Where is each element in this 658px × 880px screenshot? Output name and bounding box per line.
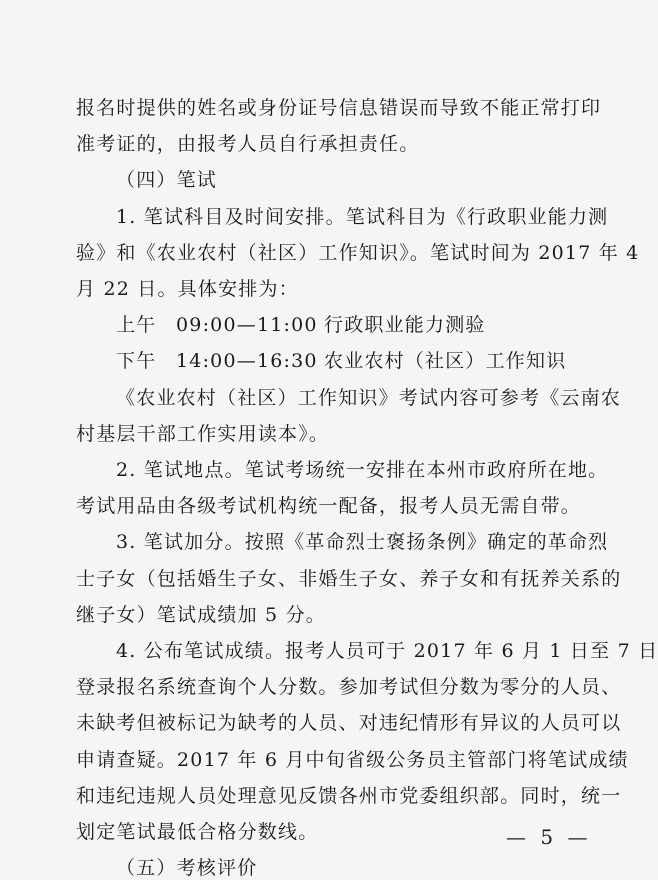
paragraph-line: 考试用品由各级考试机构统一配备，报考人员无需自带。 <box>76 495 582 518</box>
section-heading-written-exam: （四）笔试 <box>116 169 218 192</box>
paragraph-line: 报名时提供的姓名或身份证号信息错误而导致不能正常打印 <box>76 97 602 119</box>
paragraph-line: 3. 笔试加分。按照《革命烈士褒扬条例》确定的革命烈 <box>116 531 609 554</box>
paragraph-line: 《农业农村（社区）工作知识》考试内容可参考《云南农 <box>116 386 622 409</box>
schedule-subject: 农业农村（社区）工作知识 <box>324 350 567 373</box>
paragraph-line: 申请查疑。2017 年 6 月中旬省级公务员主管部门将笔试成绩 <box>76 748 629 771</box>
paragraph-line: 2. 笔试地点。笔试考场统一安排在本州市政府所在地。 <box>116 459 609 481</box>
schedule-period: 下午 <box>116 350 157 373</box>
paragraph-line: 士子女（包括婚生子女、非婚生子女、养子女和有抚养关系的 <box>76 567 622 590</box>
schedule-row-morning <box>116 313 486 337</box>
paragraph-line: 登录报名系统查询个人分数。参加考试但分数为零分的人员、 <box>76 676 622 699</box>
schedule-subject: 行政职业能力测验 <box>324 314 486 337</box>
paragraph-line: 和违纪违规人员处理意见反馈各州市党委组织部。同时，统一 <box>76 784 622 807</box>
paragraph-line: 村基层干部工作实用读本》。 <box>76 422 330 445</box>
section-heading-assessment: （五）考核评价 <box>116 857 258 880</box>
paragraph-line: 划定笔试最低合格分数线。 <box>76 821 319 843</box>
schedule-time: 09:00—11:00 <box>176 314 318 337</box>
paragraph-line: 未缺考但被标记为缺考的人员、对违纪情形有异议的人员可以 <box>76 712 622 735</box>
schedule-row-afternoon <box>116 349 566 373</box>
paragraph-line: 4. 公布笔试成绩。报考人员可于 2017 年 6 月 1 日至 7 日 <box>116 640 658 662</box>
paragraph-line: 1. 笔试科目及时间安排。笔试科目为《行政职业能力测 <box>116 205 609 228</box>
paragraph-line: 继子女）笔试成绩加 5 分。 <box>76 603 326 626</box>
paragraph-line: 准考证的，由报考人员自行承担责任。 <box>76 133 420 156</box>
schedule-time: 14:00—16:30 <box>176 350 318 373</box>
paragraph-line: 验》和《农业农村（社区）工作知识》。笔试时间为 2017 年 4 <box>76 241 640 264</box>
schedule-period: 上午 <box>116 314 157 337</box>
paragraph-line: 月 22 日。具体安排为： <box>76 278 299 300</box>
page-number: — 5 — <box>506 825 592 849</box>
